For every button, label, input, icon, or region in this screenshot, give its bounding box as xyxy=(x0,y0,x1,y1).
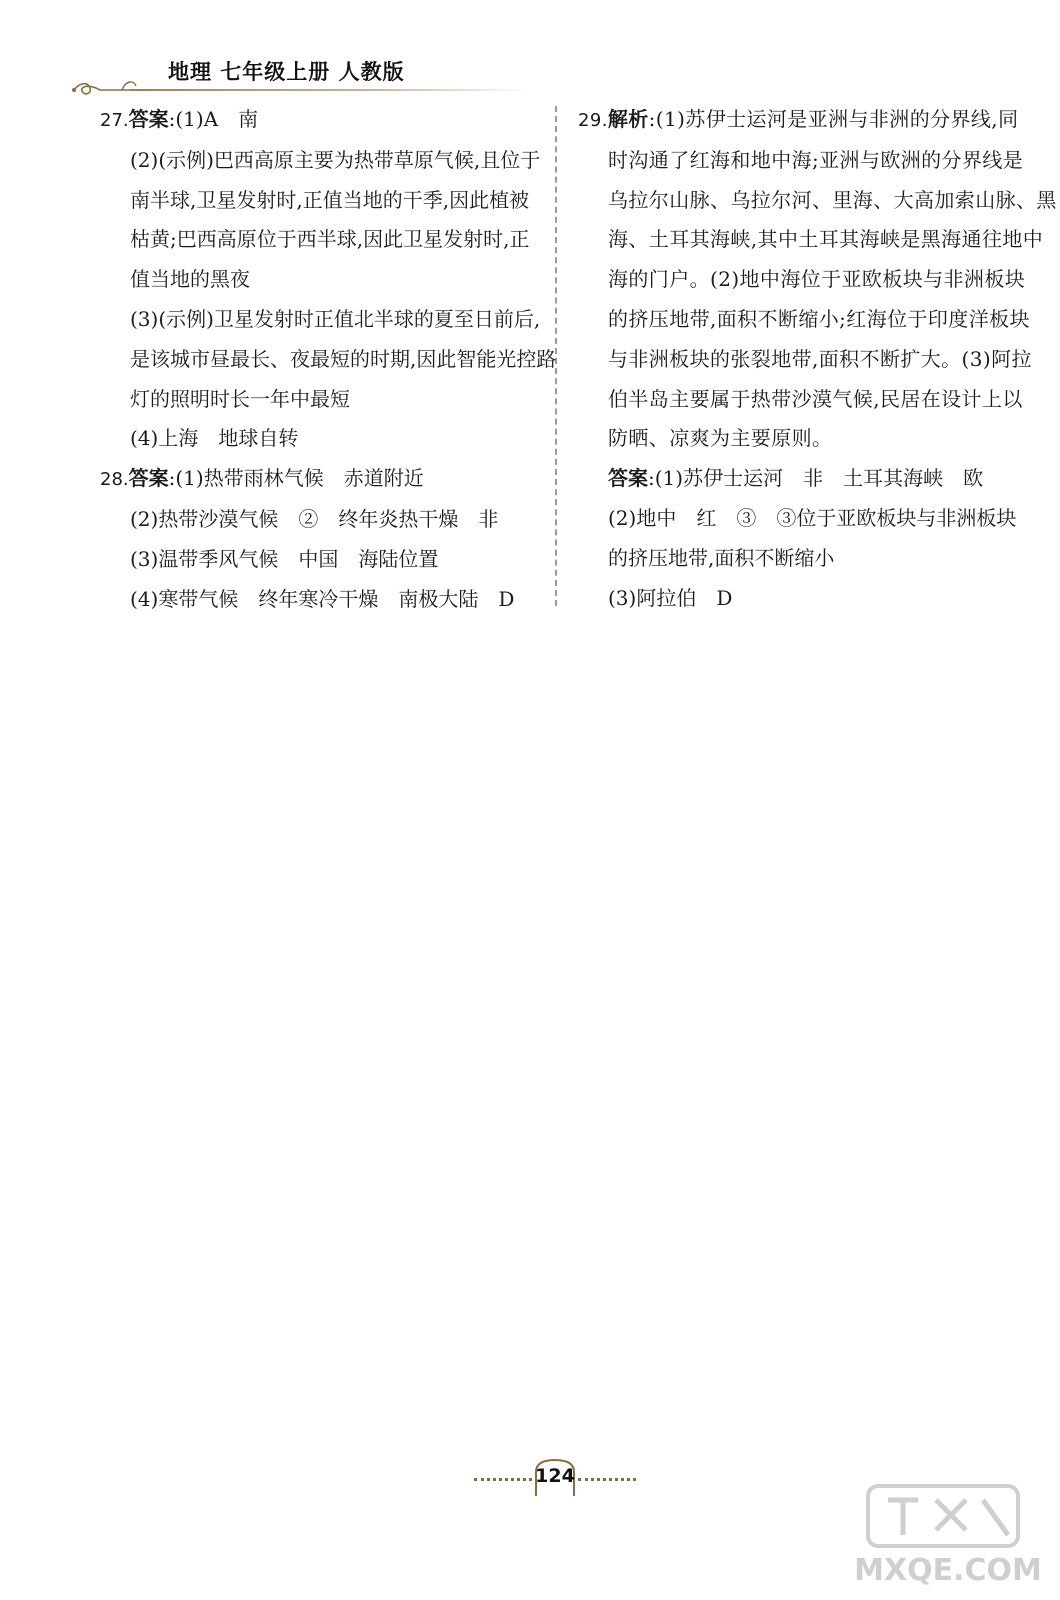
q27-part2-line: (2)(示例)巴西高原主要为热带草原气候,且位于 xyxy=(130,147,541,172)
q28-number: 28. xyxy=(100,469,129,491)
page-footer xyxy=(470,1458,640,1502)
q29-analysis-label: 解析 xyxy=(607,107,649,131)
q29-number: 29. xyxy=(578,110,608,131)
page-number: 124 xyxy=(535,1465,575,1487)
q29-analysis-line: 乌拉尔山脉、乌拉尔河、里海、大高加索山脉、黑 xyxy=(608,187,1057,212)
q28-part3: (3)温带季风气候 中国 海陆位置 xyxy=(130,546,439,571)
q27-part3-line: 灯的照明时长一年中最短 xyxy=(130,386,350,411)
q29-answer-part1: :(1)苏伊士运河 非 土耳其海峡 欧 xyxy=(648,466,984,491)
watermark-logo xyxy=(848,1480,1048,1590)
q28-answer-label: 答案 xyxy=(128,466,169,491)
header-ornament-icon xyxy=(70,74,170,100)
q28-part1: :(1)热带雨林气候 赤道附近 xyxy=(168,466,424,491)
q27-part1: :(1)A 南 xyxy=(168,107,259,131)
q29-analysis-line: 的挤压地带,面积不断缩小;红海位于印度洋板块 xyxy=(608,306,1030,331)
q27-part4: (4)上海 地球自转 xyxy=(130,426,299,451)
q27-part3-line: 是该城市昼最长、夜最短的时期,因此智能光控路 xyxy=(130,346,557,371)
q27-answer-label: 答案 xyxy=(128,107,169,131)
q29-analysis-line: 防晒、凉爽为主要原则。 xyxy=(608,426,833,451)
q29-answer-line xyxy=(578,459,1018,499)
page-title: 地理 七年级上册 人教版 xyxy=(168,60,405,84)
header-rule xyxy=(130,89,530,91)
q27-part2-line: 南半球,卫星发射时,正值当地的干季,因此植被 xyxy=(130,187,530,212)
q28-first-line xyxy=(100,459,545,500)
q27-part3-line: (3)(示例)卫星发射时正值北半球的夏至日前后, xyxy=(130,306,541,331)
right-column xyxy=(578,100,1057,618)
q29-answer-part2-line: 的挤压地带,面积不断缩小 xyxy=(608,545,835,570)
q29-analysis-line: 伯半岛主要属于热带沙漠气候,民居在设计上以 xyxy=(608,386,1023,411)
footer-dots-left xyxy=(474,1478,532,1481)
footer-dots-right xyxy=(578,1478,636,1481)
q29-first-line xyxy=(578,100,1018,141)
q29-analysis-line: :(1)苏伊士运河是亚洲与非洲的分界线,同 xyxy=(648,107,1019,131)
q29-analysis-line: 海、土耳其海峡,其中土耳其海峡是黑海通往地中 xyxy=(608,227,1044,252)
q27-part2-line: 值当地的黑夜 xyxy=(130,267,250,292)
page-header xyxy=(0,52,1060,102)
q29-answer-part3: (3)阿拉伯 D xyxy=(608,585,733,610)
q29-answer-label: 答案 xyxy=(608,466,648,491)
q27-part2-line: 枯黄;巴西高原位于西半球,因此卫星发射时,正 xyxy=(130,227,530,252)
q28-part4: (4)寒带气候 终年寒冷干燥 南极大陆 D xyxy=(130,586,515,611)
watermark-text: MXQE.COM xyxy=(854,1553,1042,1588)
left-column xyxy=(100,100,557,619)
q27-first-line xyxy=(100,100,545,141)
q29-analysis-line: 时沟通了红海和地中海;亚洲与欧洲的分界线是 xyxy=(608,147,1024,172)
q29-analysis-line: 海的门户。(2)地中海位于亚欧板块与非洲板块 xyxy=(608,267,1026,292)
q29-analysis-line: 与非洲板块的张裂地带,面积不断扩大。(3)阿拉 xyxy=(608,346,1032,371)
q27-number: 27. xyxy=(100,110,129,131)
q28-part2: (2)热带沙漠气候 ② 终年炎热干燥 非 xyxy=(130,506,499,531)
q29-answer-part2-line: (2)地中 红 ③ ③位于亚欧板块与非洲板块 xyxy=(608,505,1017,530)
